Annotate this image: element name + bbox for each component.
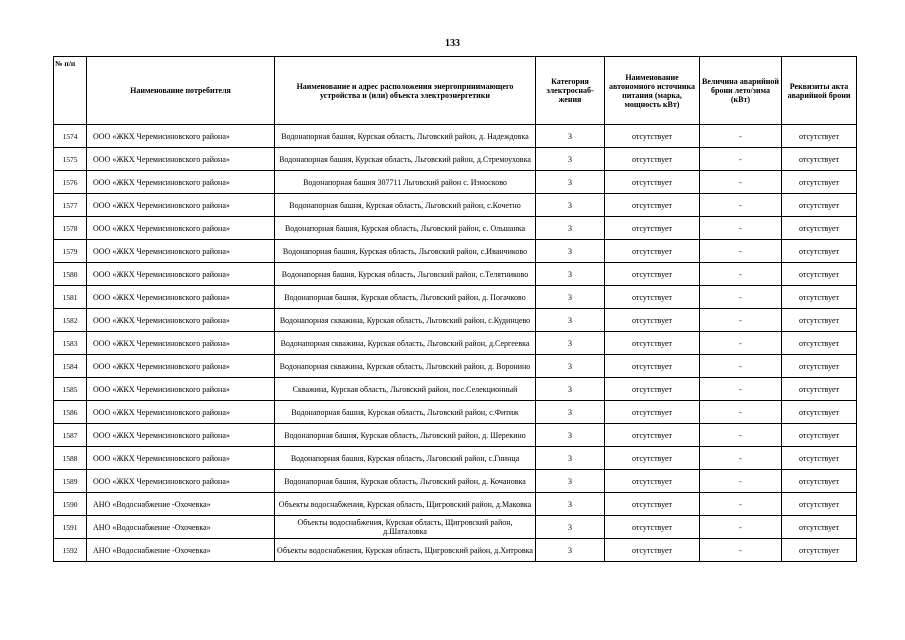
cell-num: 1582 [54, 309, 87, 332]
cell-category: 3 [536, 401, 605, 424]
cell-autonomous-source: отсутствует [605, 240, 700, 263]
table-row [54, 125, 857, 148]
cell-object: Водонапорная башня, Курская область, Льговский район, д. Надеждовка [275, 125, 536, 148]
cell-act-details: отсутствует [782, 424, 857, 447]
cell-autonomous-source: отсутствует [605, 516, 700, 539]
cell-autonomous-source: отсутствует [605, 309, 700, 332]
cell-reserve-value: - [700, 332, 782, 355]
cell-consumer: ООО «ЖКХ Черемисиновского района» [87, 240, 275, 263]
cell-object: Водонапорная скважина, Курская область, Льговский район, с.Кудинцево [275, 309, 536, 332]
cell-reserve-value: - [700, 447, 782, 470]
cell-num: 1578 [54, 217, 87, 240]
cell-consumer: ООО «ЖКХ Черемисиновского района» [87, 148, 275, 171]
cell-reserve-value: - [700, 240, 782, 263]
cell-consumer: ООО «ЖКХ Черемисиновского района» [87, 378, 275, 401]
cell-act-details: отсутствует [782, 447, 857, 470]
table-row [54, 217, 857, 240]
cell-object: Водонапорная башня, Курская область, Льговский район, д. Шерекино [275, 424, 536, 447]
table-row [54, 355, 857, 378]
cell-consumer: АНО «Водоснабжение -Охочевка» [87, 539, 275, 562]
cell-object: Водонапорная башня, Курская область, Льговский район, с.Фитиж [275, 401, 536, 424]
cell-act-details: отсутствует [782, 332, 857, 355]
table-row [54, 401, 857, 424]
cell-autonomous-source: отсутствует [605, 263, 700, 286]
cell-reserve-value: - [700, 355, 782, 378]
cell-num: 1577 [54, 194, 87, 217]
cell-category: 3 [536, 148, 605, 171]
table-row [54, 263, 857, 286]
cell-object: Водонапорная скважина, Курская область, Льговский район, д.Сергеевка [275, 332, 536, 355]
cell-act-details: отсутствует [782, 240, 857, 263]
cell-reserve-value: - [700, 401, 782, 424]
cell-category: 3 [536, 240, 605, 263]
cell-reserve-value: - [700, 424, 782, 447]
cell-consumer: ООО «ЖКХ Черемисиновского района» [87, 309, 275, 332]
cell-category: 3 [536, 378, 605, 401]
cell-object: Водонапорная башня, Курская область, Льговский район, с.Кочетно [275, 194, 536, 217]
table-body [54, 125, 857, 562]
cell-act-details: отсутствует [782, 263, 857, 286]
cell-reserve-value: - [700, 171, 782, 194]
cell-object: Водонапорная башня, Курская область, Льговский район, с.Иванчиково [275, 240, 536, 263]
cell-act-details: отсутствует [782, 125, 857, 148]
cell-consumer: ООО «ЖКХ Черемисиновского района» [87, 194, 275, 217]
cell-autonomous-source: отсутствует [605, 378, 700, 401]
cell-category: 3 [536, 447, 605, 470]
cell-reserve-value: - [700, 125, 782, 148]
table-row [54, 286, 857, 309]
cell-consumer: ООО «ЖКХ Черемисиновского района» [87, 401, 275, 424]
cell-reserve-value: - [700, 378, 782, 401]
cell-category: 3 [536, 332, 605, 355]
table-header [54, 57, 857, 125]
header-act-details: Реквизиты акта аварийной брони [782, 57, 857, 125]
cell-act-details: отсутствует [782, 516, 857, 539]
cell-category: 3 [536, 424, 605, 447]
cell-act-details: отсутствует [782, 378, 857, 401]
cell-consumer: ООО «ЖКХ Черемисиновского района» [87, 286, 275, 309]
cell-num: 1584 [54, 355, 87, 378]
cell-autonomous-source: отсутствует [605, 401, 700, 424]
cell-reserve-value: - [700, 194, 782, 217]
cell-reserve-value: - [700, 539, 782, 562]
cell-act-details: отсутствует [782, 539, 857, 562]
table-row [54, 332, 857, 355]
cell-act-details: отсутствует [782, 470, 857, 493]
cell-reserve-value: - [700, 516, 782, 539]
cell-num: 1585 [54, 378, 87, 401]
cell-reserve-value: - [700, 148, 782, 171]
cell-object: Водонапорная башня, Курская область, Льговский район, с.Гнинца [275, 447, 536, 470]
cell-category: 3 [536, 171, 605, 194]
cell-num: 1580 [54, 263, 87, 286]
cell-autonomous-source: отсутствует [605, 447, 700, 470]
cell-act-details: отсутствует [782, 148, 857, 171]
cell-consumer: ООО «ЖКХ Черемисиновского района» [87, 171, 275, 194]
cell-num: 1574 [54, 125, 87, 148]
cell-consumer: ООО «ЖКХ Черемисиновского района» [87, 447, 275, 470]
table-row [54, 424, 857, 447]
cell-object: Водонапорная башня, Курская область, Льговский район, с.Телятниково [275, 263, 536, 286]
cell-object: Водонапорная башня 307711 Льговский район с. Износково [275, 171, 536, 194]
table-row [54, 447, 857, 470]
cell-consumer: ООО «ЖКХ Черемисиновского района» [87, 217, 275, 240]
cell-category: 3 [536, 286, 605, 309]
table-row [54, 493, 857, 516]
cell-num: 1587 [54, 424, 87, 447]
table-row [54, 171, 857, 194]
cell-category: 3 [536, 194, 605, 217]
cell-autonomous-source: отсутствует [605, 493, 700, 516]
cell-consumer: АНО «Водоснабжение -Охочевка» [87, 516, 275, 539]
cell-consumer: ООО «ЖКХ Черемисиновского района» [87, 355, 275, 378]
cell-reserve-value: - [700, 493, 782, 516]
cell-num: 1581 [54, 286, 87, 309]
cell-autonomous-source: отсутствует [605, 332, 700, 355]
cell-category: 3 [536, 539, 605, 562]
header-autonomous-source: Наименование автономного источника питания (марка, мощность кВт) [605, 57, 700, 125]
cell-act-details: отсутствует [782, 286, 857, 309]
cell-consumer: ООО «ЖКХ Черемисиновского района» [87, 332, 275, 355]
cell-reserve-value: - [700, 470, 782, 493]
header-category: Категория электроснаб-жения [536, 57, 605, 125]
cell-consumer: ООО «ЖКХ Черемисиновского района» [87, 125, 275, 148]
cell-autonomous-source: отсутствует [605, 171, 700, 194]
cell-object: Водонапорная башня, Курская область, Льговский район, д. Кочановка [275, 470, 536, 493]
header-object: Наименование и адрес расположения энергопринимающего устройства и (или) объекта электроэнергетики [275, 57, 536, 125]
cell-category: 3 [536, 125, 605, 148]
table-row [54, 148, 857, 171]
cell-act-details: отсутствует [782, 309, 857, 332]
cell-object: Объекты водоснабжения, Курская область, Щигровский район, д.Шаталовка [275, 516, 536, 539]
cell-category: 3 [536, 493, 605, 516]
cell-act-details: отсутствует [782, 355, 857, 378]
cell-object: Объекты водоснабжения, Курская область, Щигровский район, д.Маковка [275, 493, 536, 516]
cell-object: Водонапорная башня, Курская область, Льговский район, д. Погачково [275, 286, 536, 309]
table-row [54, 470, 857, 493]
cell-act-details: отсутствует [782, 493, 857, 516]
cell-object: Водонапорная башня, Курская область, Льговский район, с. Ольшанка [275, 217, 536, 240]
cell-autonomous-source: отсутствует [605, 539, 700, 562]
cell-category: 3 [536, 470, 605, 493]
cell-reserve-value: - [700, 217, 782, 240]
cell-autonomous-source: отсутствует [605, 194, 700, 217]
table-row [54, 378, 857, 401]
cell-num: 1586 [54, 401, 87, 424]
page-number: 133 [445, 38, 460, 49]
table-row [54, 516, 857, 539]
header-num: № п/п [54, 57, 87, 125]
cell-num: 1589 [54, 470, 87, 493]
cell-autonomous-source: отсутствует [605, 217, 700, 240]
cell-autonomous-source: отсутствует [605, 424, 700, 447]
cell-act-details: отсутствует [782, 217, 857, 240]
cell-autonomous-source: отсутствует [605, 125, 700, 148]
cell-category: 3 [536, 217, 605, 240]
cell-object: Водонапорная скважина, Курская область, Льговский район, д. Воронино [275, 355, 536, 378]
cell-object: Скважина, Курская область, Льговский район, пос.Селекционный [275, 378, 536, 401]
cell-autonomous-source: отсутствует [605, 286, 700, 309]
table-row [54, 194, 857, 217]
cell-reserve-value: - [700, 263, 782, 286]
cell-reserve-value: - [700, 286, 782, 309]
cell-num: 1588 [54, 447, 87, 470]
cell-category: 3 [536, 355, 605, 378]
cell-consumer: ООО «ЖКХ Черемисиновского района» [87, 263, 275, 286]
header-reserve-value: Величина аварийной брони лето/зима (кВт) [700, 57, 782, 125]
table-row [54, 240, 857, 263]
table-row [54, 309, 857, 332]
cell-act-details: отсутствует [782, 401, 857, 424]
table-row [54, 539, 857, 562]
emergency-reserve-table [53, 56, 857, 562]
cell-object: Объекты водоснабжения, Курская область, Щигровский район, д.Хитровка [275, 539, 536, 562]
cell-autonomous-source: отсутствует [605, 355, 700, 378]
cell-num: 1583 [54, 332, 87, 355]
cell-autonomous-source: отсутствует [605, 470, 700, 493]
cell-num: 1590 [54, 493, 87, 516]
cell-num: 1579 [54, 240, 87, 263]
cell-consumer: АНО «Водоснабжение -Охочевка» [87, 493, 275, 516]
cell-act-details: отсутствует [782, 194, 857, 217]
cell-consumer: ООО «ЖКХ Черемисиновского района» [87, 424, 275, 447]
header-consumer: Наименование потребителя [87, 57, 275, 125]
cell-num: 1592 [54, 539, 87, 562]
cell-category: 3 [536, 263, 605, 286]
cell-num: 1575 [54, 148, 87, 171]
cell-object: Водонапорная башня, Курская область, Льговский район, д.Стремоуховка [275, 148, 536, 171]
cell-category: 3 [536, 516, 605, 539]
cell-num: 1591 [54, 516, 87, 539]
cell-category: 3 [536, 309, 605, 332]
cell-act-details: отсутствует [782, 171, 857, 194]
cell-num: 1576 [54, 171, 87, 194]
cell-autonomous-source: отсутствует [605, 148, 700, 171]
cell-consumer: ООО «ЖКХ Черемисиновского района» [87, 470, 275, 493]
cell-reserve-value: - [700, 309, 782, 332]
